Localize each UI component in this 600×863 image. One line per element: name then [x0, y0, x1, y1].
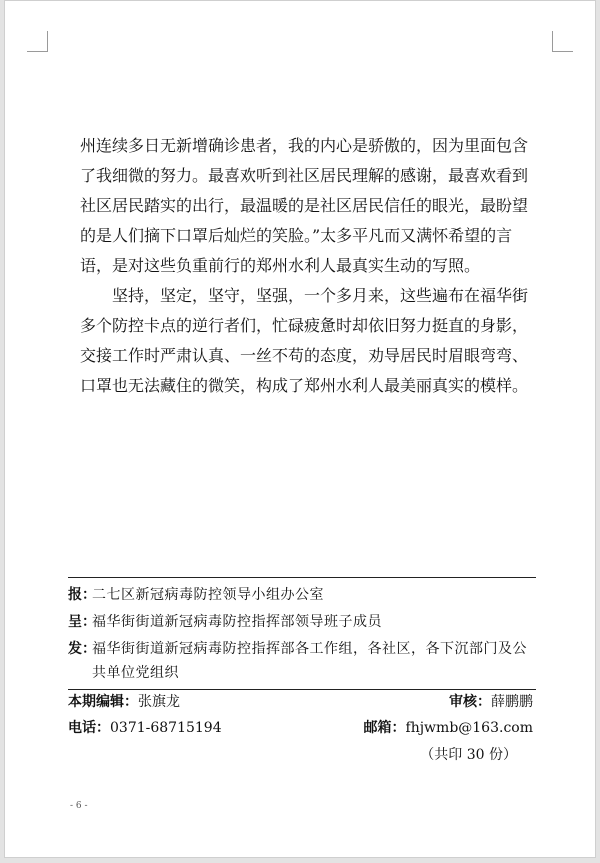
email-value: fhjwmb@163.com: [405, 720, 533, 736]
report-key: 报: [68, 587, 82, 603]
report-value: 二七区新冠病毒防控领导小组办公室: [92, 587, 324, 603]
send-row: [68, 637, 538, 685]
editor-name: 张旗龙: [138, 694, 180, 710]
distribution-block: [68, 583, 538, 688]
article-body: [80, 131, 540, 401]
phone-label: 电话：: [68, 720, 110, 736]
report-row: [68, 583, 538, 607]
document-page: [4, 0, 596, 858]
send-value: 福华街街道新冠病毒防控指挥部各工作组，各社区，各下沉部门及公共单位党组织: [92, 641, 527, 681]
send-key: 发: [68, 641, 82, 657]
print-copies: （共印 30 份）: [420, 747, 517, 763]
crop-mark-top-right: [552, 31, 573, 52]
distribution-top-rule: [68, 577, 536, 578]
submit-key: 呈: [68, 614, 82, 630]
paragraph-1: 州连续多日无新增确诊患者，我的内心是骄傲的，因为里面包含了我细微的努力。最喜欢听到社区居民理解的感谢，最喜欢看到社区居民踏实的出行，最温暖的是社区居民信任的眼光，最盼望的是人们摘下口罩后灿烂的笑脸。”太多平凡而又满怀希望的言语，是对这些负重前行的郑州水利人最真实生动的写照。: [80, 136, 529, 275]
paragraph-2: 坚持，坚定，坚守，坚强，一个多月来，这些遍布在福华街多个防控卡点的逆行者们，忙碌疲惫时却依旧努力挺直的身影，交接工作时严肃认真、一丝不苟的态度，劝导居民时眉眼弯弯、口罩也无法藏住的微笑，构成了郑州水利人最美丽真实的模样。: [80, 286, 529, 395]
editor-label: 本期编辑：: [68, 694, 138, 710]
submit-colon: ：: [82, 614, 96, 630]
reviewer-label: 审核：: [449, 694, 491, 710]
editor-row: [68, 690, 533, 714]
contact-row: [68, 716, 533, 740]
crop-mark-top-left: [27, 31, 48, 52]
submit-row: [68, 610, 538, 634]
reviewer-name: 薛鹏鹏: [491, 694, 533, 710]
submit-value: 福华街街道新冠病毒防控指挥部领导班子成员: [92, 614, 382, 630]
email-label: 邮箱：: [363, 720, 406, 736]
phone-value: 0371-68715194: [110, 720, 222, 736]
report-colon: ：: [82, 587, 96, 603]
send-colon: ：: [82, 641, 96, 657]
page-number: - 6 -: [70, 801, 88, 811]
